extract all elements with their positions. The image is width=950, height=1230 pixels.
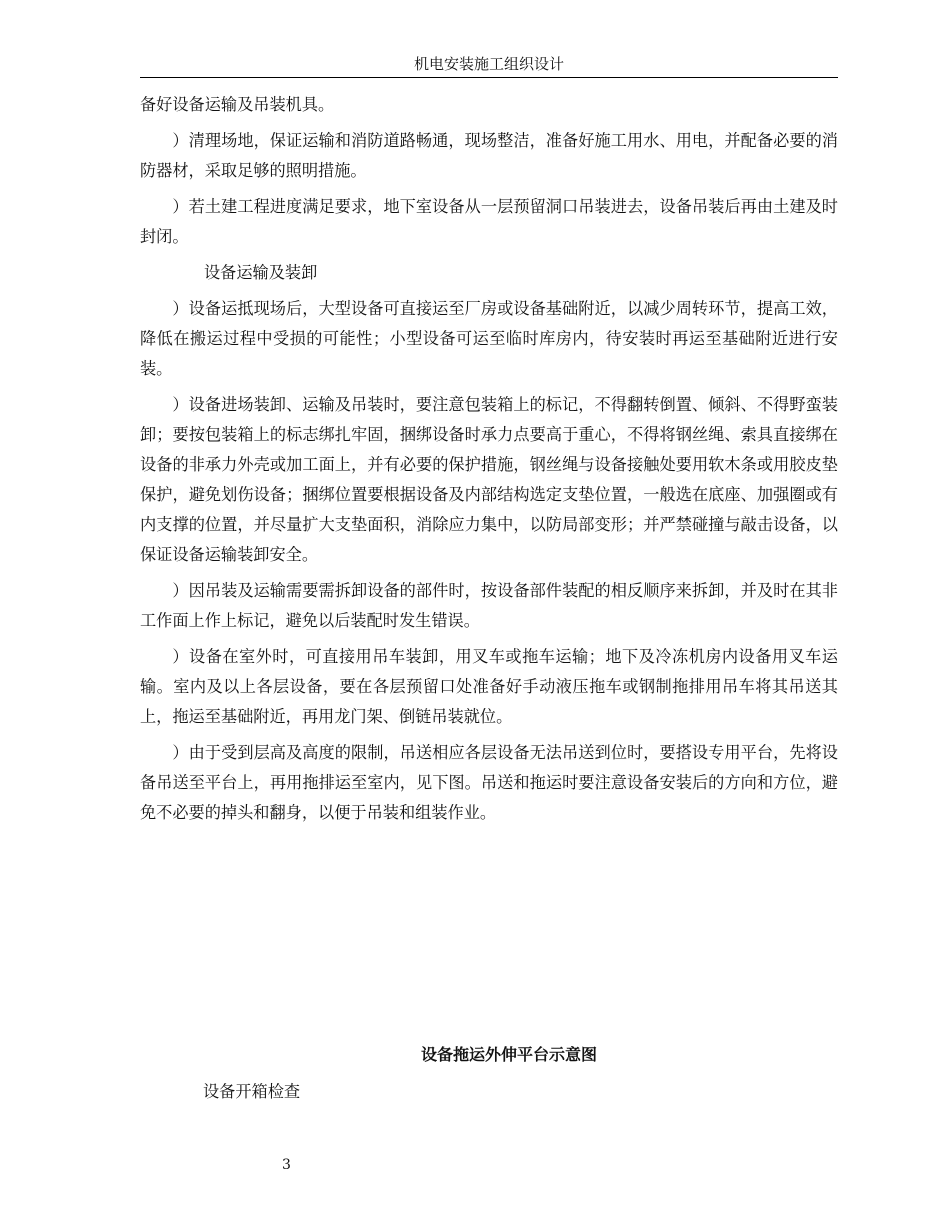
paragraph-disassembly: ）因吊装及运输需要需拆卸设备的部件时，按设备部件装配的相反顺序来拆卸，并及时在其非工作面上作上标记，避免以后装配时发生错误。 [140, 581, 838, 630]
paragraph-site-clearing: ）清理场地，保证运输和消防道路畅通，现场整洁，准备好施工用水、用电，并配备必要的消防器材，采取足够的照明措施。 [140, 131, 838, 180]
paragraph-continuation: 备好设备运输及吊装机具。 [140, 95, 335, 114]
section-heading-inspection: 设备开箱检查 [203, 1082, 301, 1101]
page-number: 3 [282, 1157, 291, 1173]
paragraph-basement-hoisting: ）若土建工程进度满足要求，地下室设备从一层预留洞口吊装进去，设备吊装后再由土建及时封闭。 [140, 197, 838, 246]
document-body [140, 90, 838, 834]
paragraph-outdoor-transport: ）设备在室外时，可直接用吊车装卸，用叉车或拖车运输；地下及冷冻机房内设备用叉车运输。室内及以上各层设备，要在各层预留口处准备好手动液压拖车或钢制拖排用吊车将其吊送其上，拖运至基础附近，再用龙门架、倒链吊装就位。 [140, 647, 838, 726]
figure-caption: 设备拖运外伸平台示意图 [420, 1045, 597, 1064]
paragraph-platform: ）由于受到层高及高度的限制，吊送相应各层设备无法吊送到位时，要搭设专用平台，先将设备吊送至平台上，再用拖排运至室内，见下图。吊送和拖运时要注意设备安装后的方向和方位，避免不必要的掉头和翻身，以便于吊装和组装作业。 [140, 743, 838, 822]
paragraph-arrival: ）设备运抵现场后，大型设备可直接运至厂房或设备基础附近，以减少周转环节，提高工效，降低在搬运过程中受损的可能性；小型设备可运至临时库房内，待安装时再运至基础附近进行安装。 [140, 299, 838, 378]
section-heading-transport: 设备运输及装卸 [204, 263, 318, 282]
paragraph-loading-rules: ）设备进场装卸、运输及吊装时，要注意包装箱上的标记，不得翻转倒置、倾斜、不得野蛮装卸；要按包装箱上的标志绑扎牢固，捆绑设备时承力点要高于重心，不得将钢丝绳、索具直接绑在设备的非承力外壳或加工面上，并有必要的保护措施，钢丝绳与设备接触处要用软木条或用胶皮垫保护，避免划伤设备；捆绑位置要根据设备及内部结构选定支垫位置，一般选在底座、加强圈或有内支撑的位置，并尽量扩大支垫面积，消除应力集中，以防局部变形；并严禁碰撞与敲击设备，以保证设备运输装卸安全。 [140, 395, 838, 564]
page-header: 机电安装施工组织设计 [140, 54, 838, 78]
